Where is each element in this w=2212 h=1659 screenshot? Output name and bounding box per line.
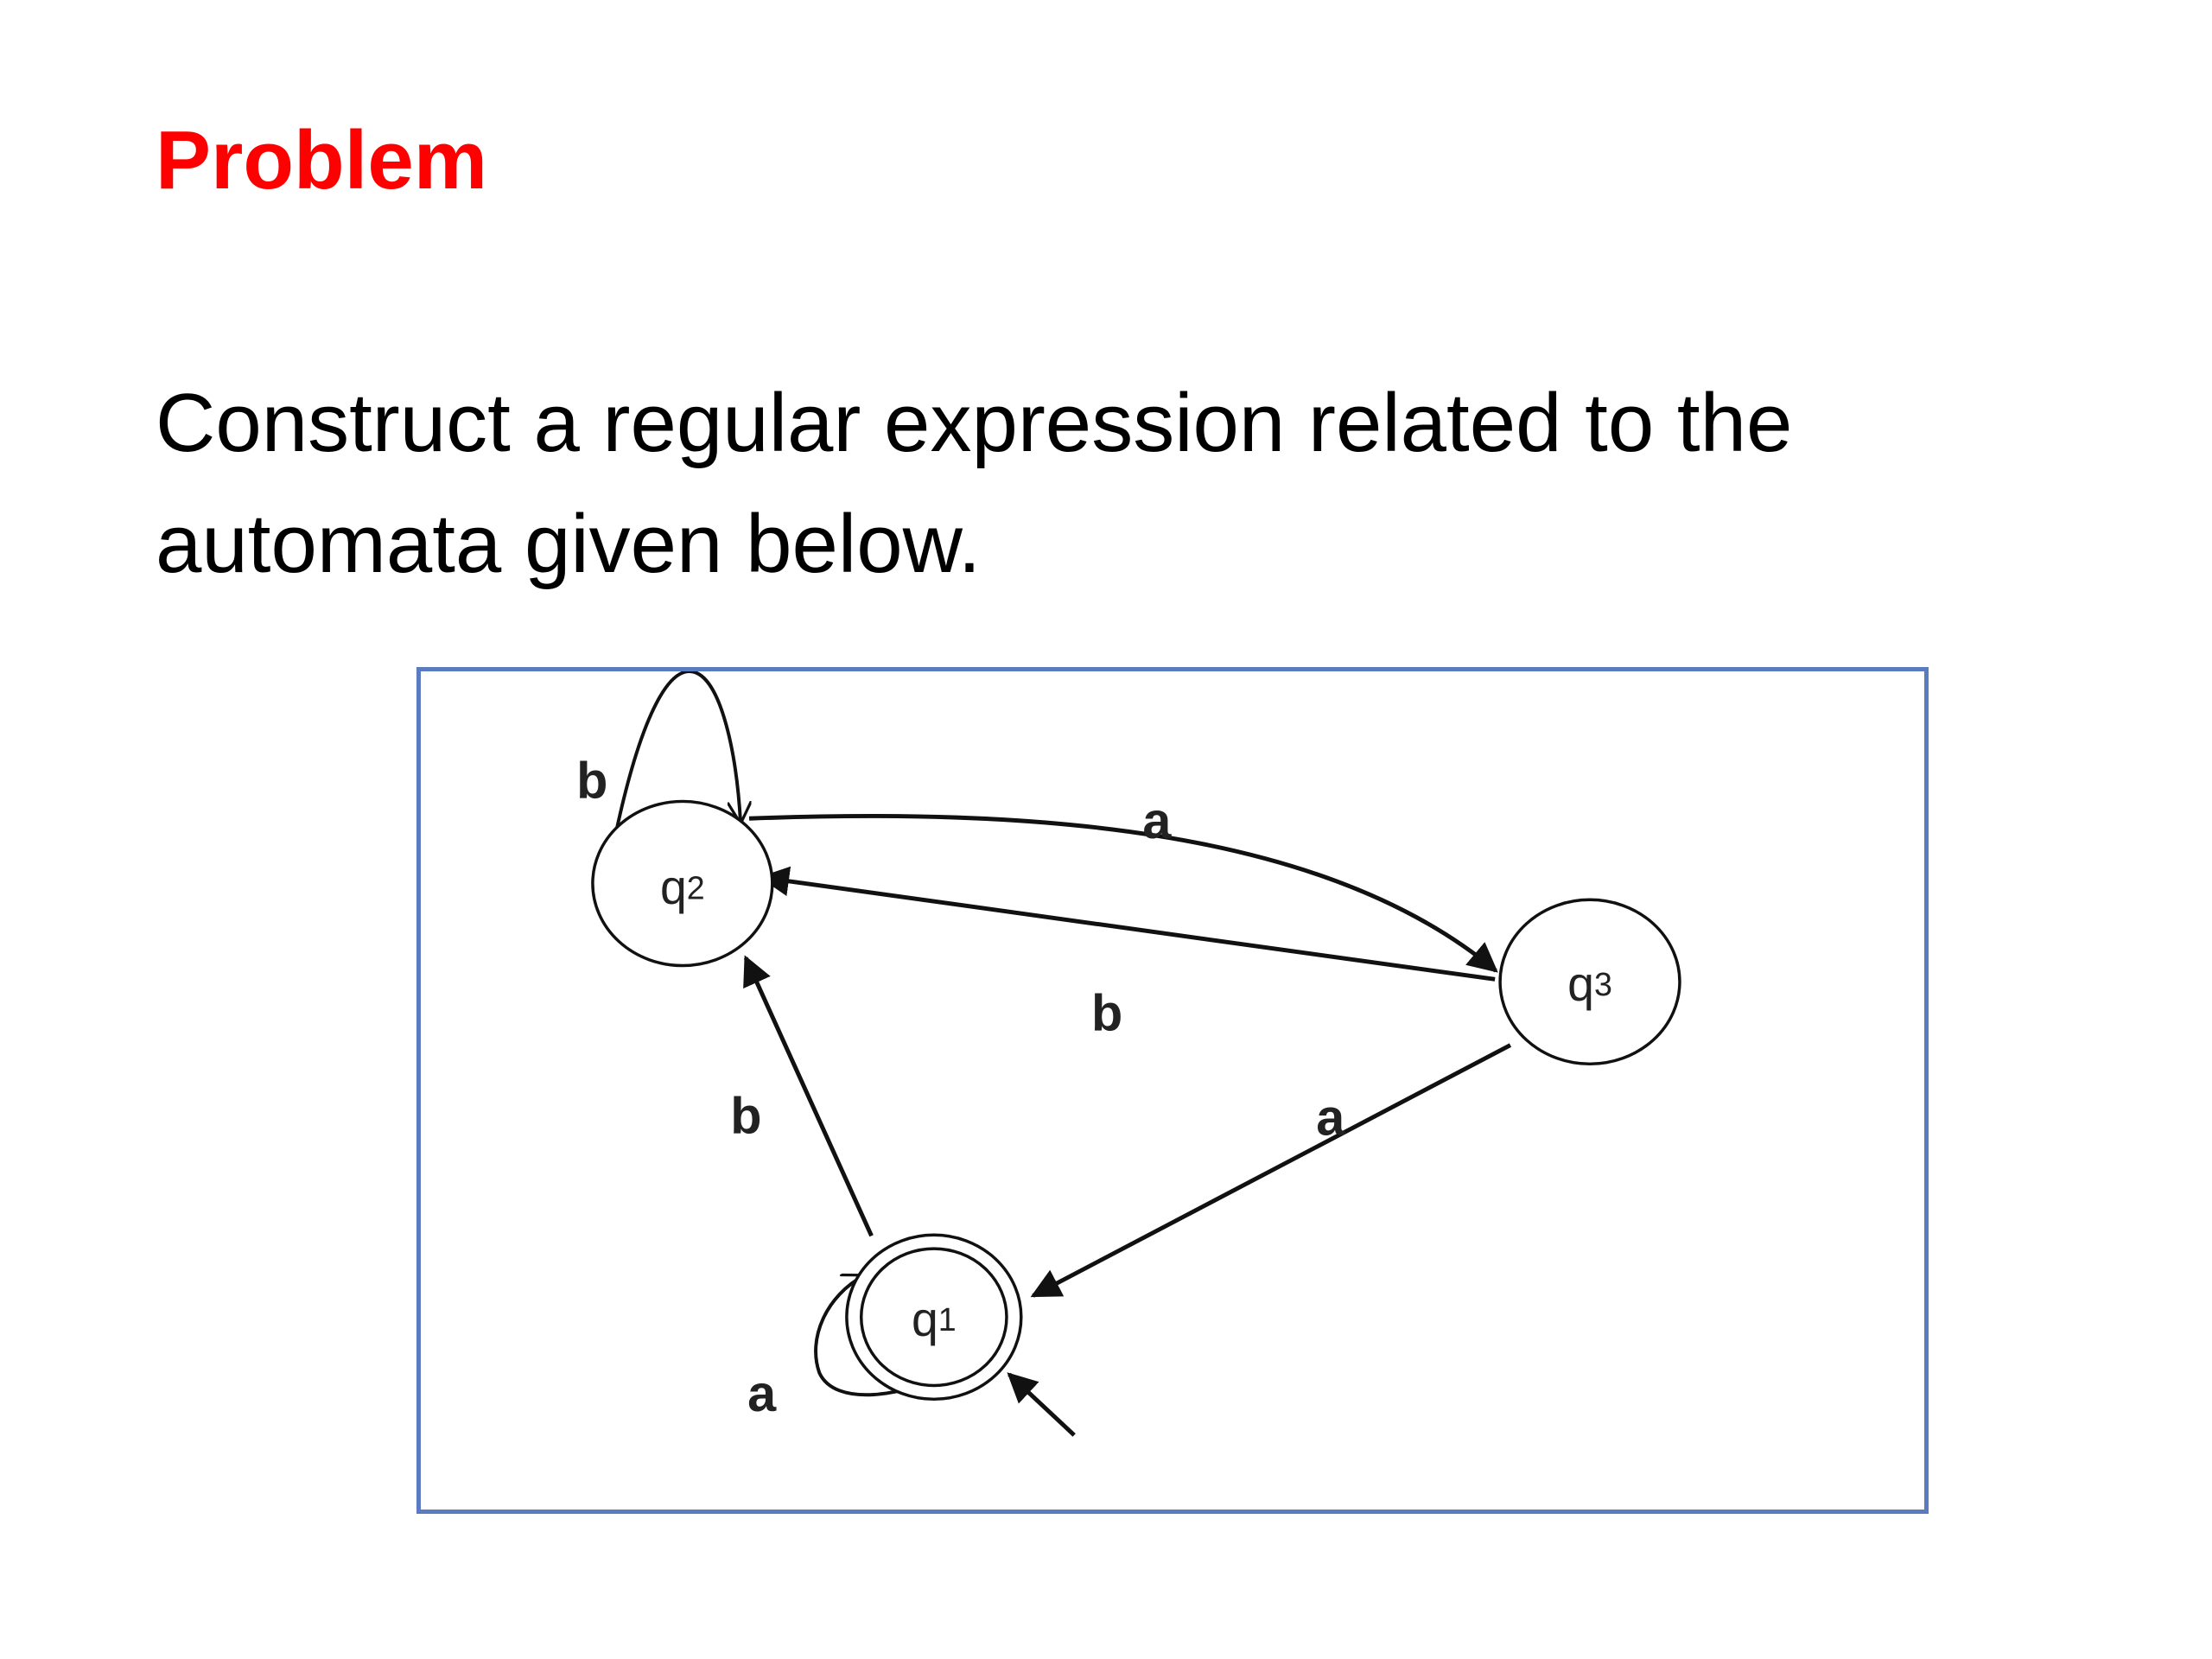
state-q1: [847, 1235, 1021, 1399]
edge-label-q3-to-q1: a: [1316, 1088, 1345, 1147]
edge-label-q1-self-loop: a: [747, 1364, 777, 1423]
edge-label-q2-to-q3: a: [1142, 791, 1172, 850]
state-q2-label: q: [659, 861, 687, 915]
state-q1-subscript: 1: [938, 1301, 957, 1338]
edge-label-q3-to-q2: b: [1090, 983, 1123, 1042]
state-q2: [593, 801, 772, 965]
state-q3-label: q: [1567, 957, 1594, 1012]
state-q2-subscript: 2: [686, 869, 705, 906]
state-q3-subscript: 3: [1593, 966, 1612, 1003]
edge-q1-to-q2: [746, 958, 872, 1236]
state-q3: [1500, 899, 1680, 1064]
automaton-diagram: [416, 667, 1929, 1514]
state-q1-label: q: [911, 1293, 938, 1347]
automaton-svg: [421, 671, 1924, 1510]
slide-title: Problem: [156, 114, 488, 207]
edge-q3-to-q2: [762, 878, 1495, 980]
edge-label-q2-self-loop: b: [576, 751, 608, 810]
edge-q3-to-q1: [1033, 1046, 1510, 1296]
start-arrow: [1009, 1375, 1074, 1435]
edge-label-q1-to-q2: b: [730, 1086, 762, 1145]
problem-statement: Construct a regular expression related to the automata given below.: [156, 377, 1793, 590]
